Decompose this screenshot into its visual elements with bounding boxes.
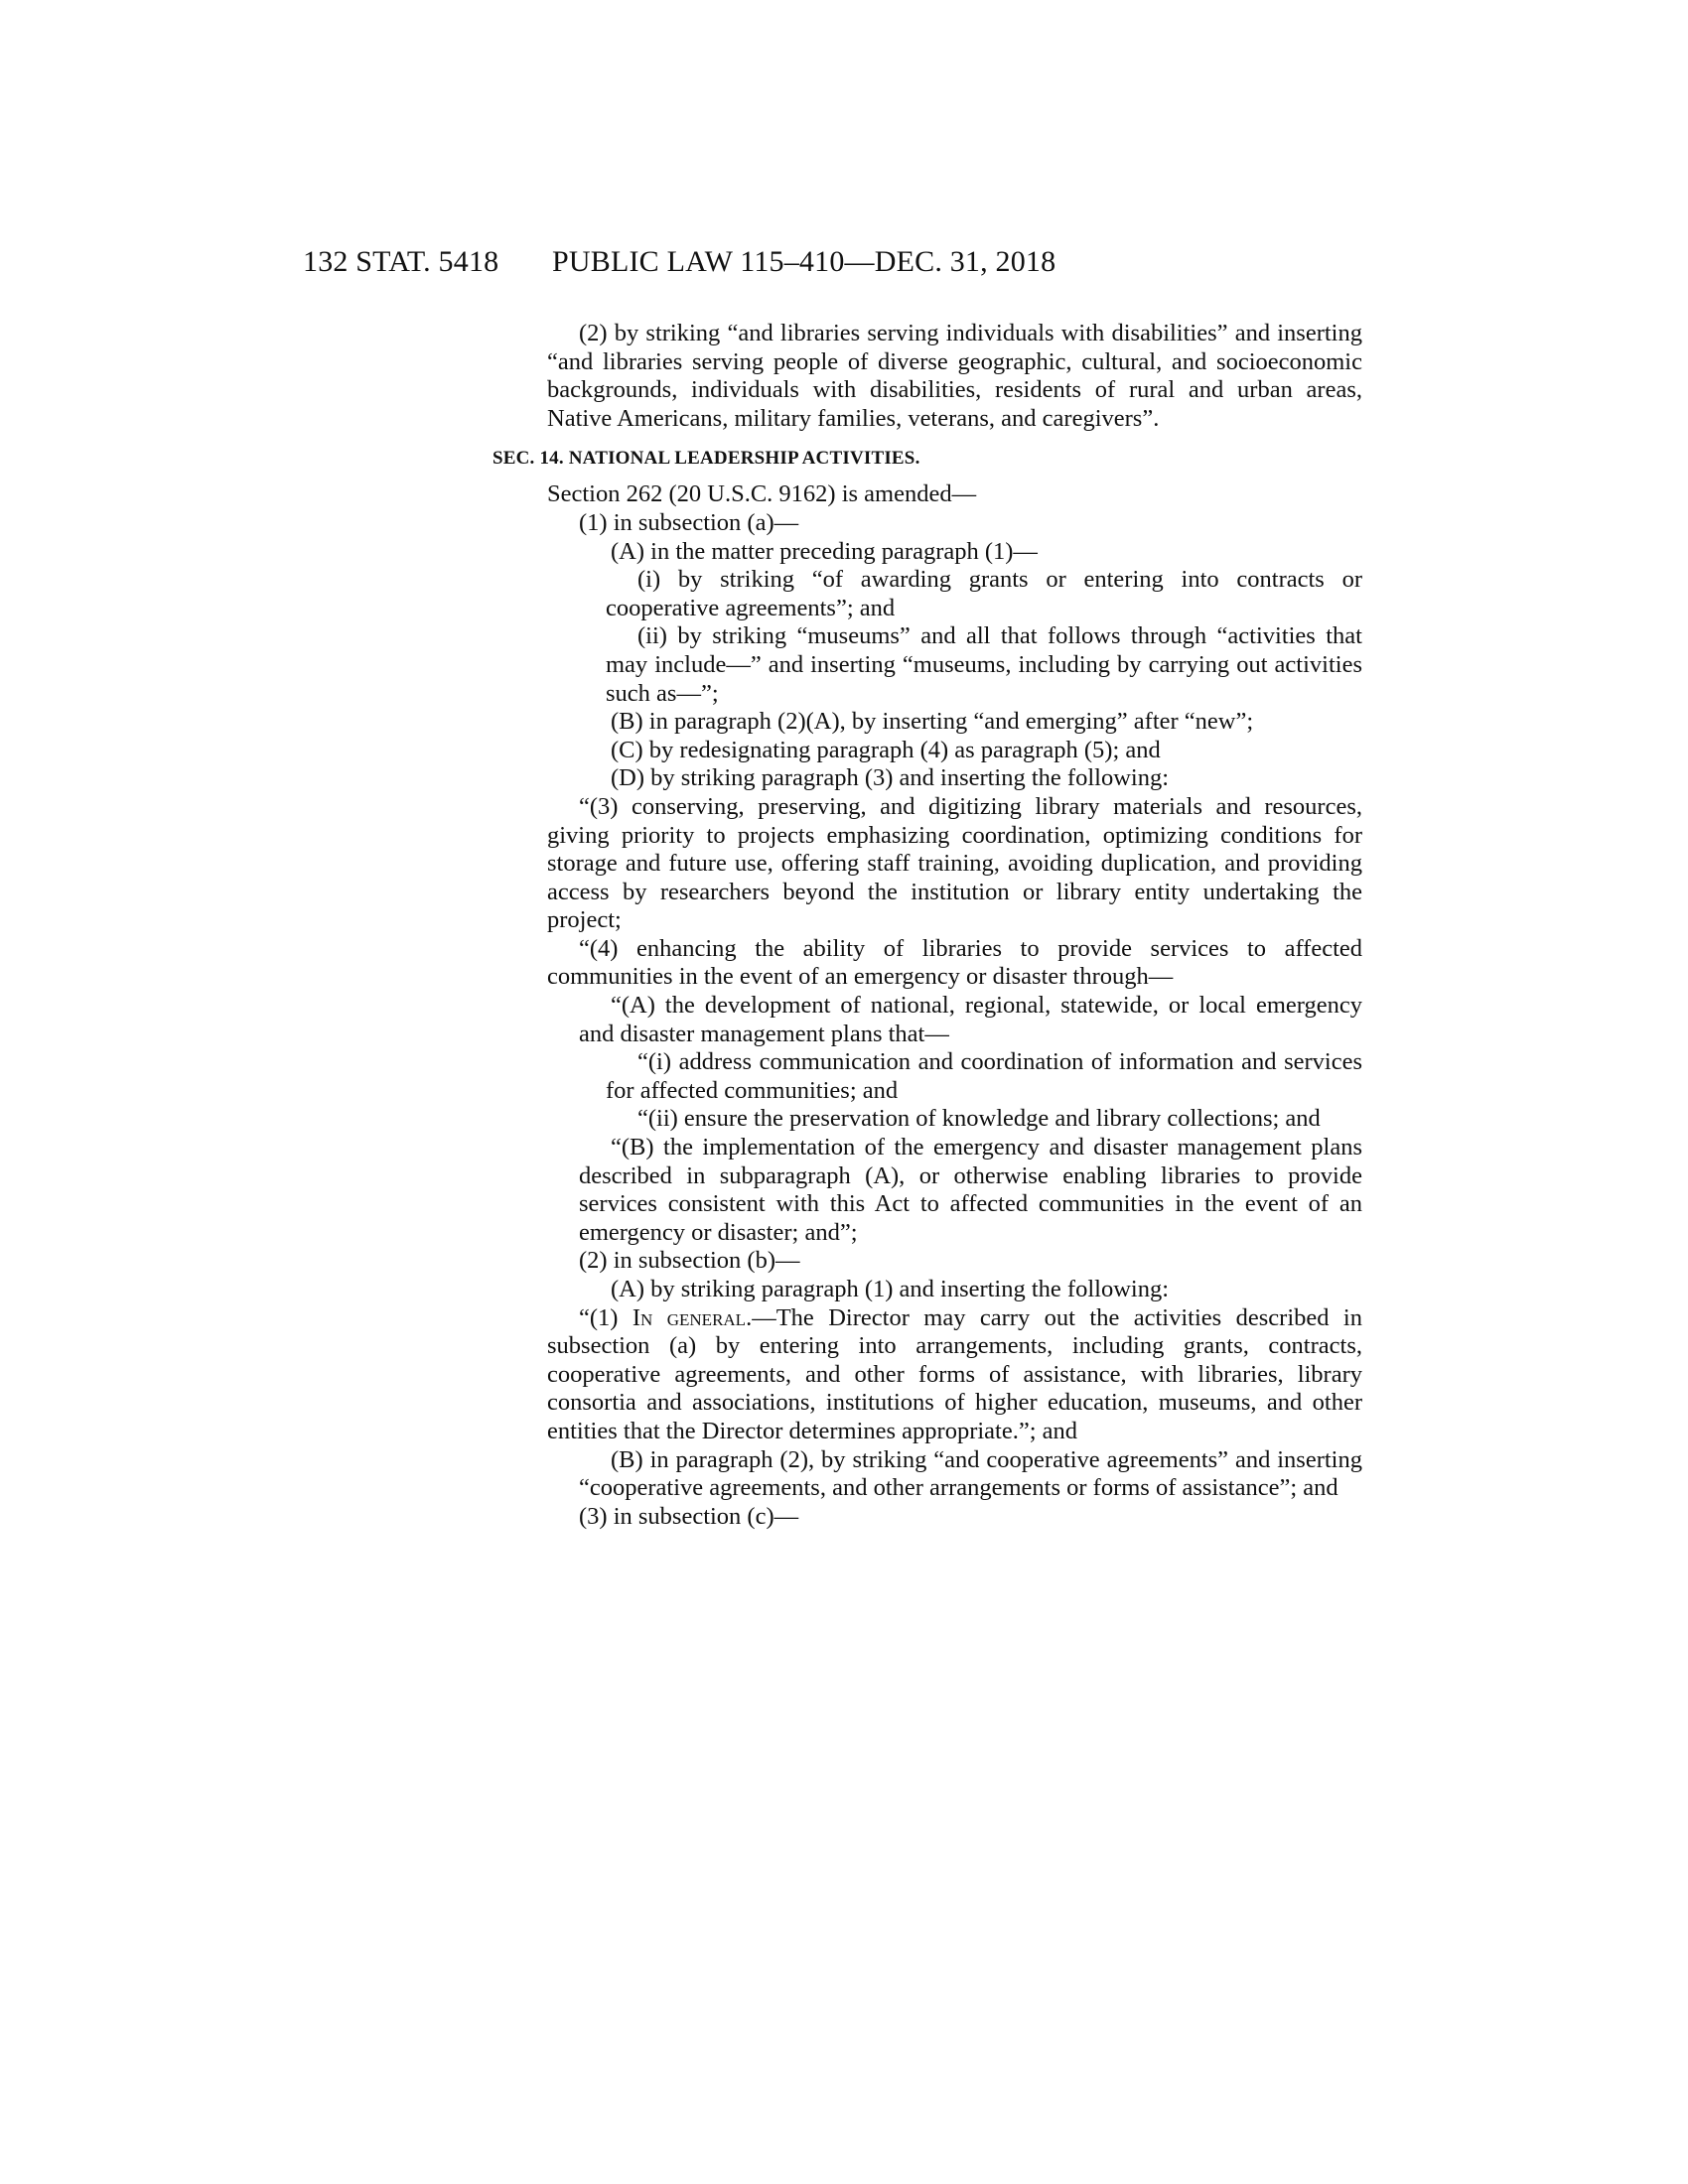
in-general-text: .—The Director may carry out the activities described in subsection (a) by entering into arrangements, including grants, contracts, cooperative agreements, and other forms of assistance, with libraries, library consortia and associations, institutions of higher education, museums, and other entities that the Director determines appropriate.”; and [547, 1303, 1362, 1444]
statute-page-number: 132 STAT. 5418 [303, 245, 499, 278]
item-2-A: (A) by striking paragraph (1) and inserting the following: [611, 1276, 1170, 1302]
item-2-B: (B) in paragraph (2), by striking “and cooperative agreements” and inserting “cooperative agreements, and other arrangements or forms of assistance”; and [579, 1445, 1362, 1502]
section-heading: SEC. 14. NATIONAL LEADERSHIP ACTIVITIES. [492, 448, 920, 470]
quoted-paragraph-4: “(4) enhancing the ability of libraries to provide services to affected communities in the event of an emergency or disaster through— [547, 934, 1362, 991]
paragraph-2-striking: (2) by striking “and libraries serving individuals with disabilities” and inserting “and libraries serving people of diverse geographic, cultural, and socioeconomic backgrounds, individuals with disabilities, residents of rural and urban areas, Native Americans, military families, veterans, and caregivers”. [547, 320, 1362, 432]
item-1-C: (C) by redesignating paragraph (4) as paragraph (5); and [611, 736, 1161, 763]
quoted-4-A-i: “(i) address communication and coordination of information and services for affected communities; and [606, 1048, 1362, 1104]
item-1-A-ii: (ii) by striking “museums” and all that follows through “activities that may include—” and inserting “museums, including by carrying out activities such as—”; [606, 622, 1362, 707]
quoted-paragraph-3: “(3) conserving, preserving, and digitizing library materials and resources, giving priority to projects emphasizing coordination, optimizing conditions for storage and future use, offering staff training, avoiding duplication, and providing access by researchers beyond the institution or library entity undertaking the project; [547, 792, 1362, 934]
item-1-B: (B) in paragraph (2)(A), by inserting “and emerging” after “new”; [611, 708, 1254, 736]
quoted-4-A: “(A) the development of national, regional, statewide, or local emergency and disaster management plans that— [579, 992, 1362, 1047]
quoted-4-B: “(B) the implementation of the emergency and disaster management plans described in subparagraph (A), or otherwise enabling libraries to provide services consistent with this Act to affected communities in the event of an emergency or disaster; and”; [579, 1134, 1362, 1246]
in-general-caption: In general [632, 1303, 747, 1331]
quoted-paragraph-1-in-general [547, 1304, 1362, 1446]
item-2-subsection-b: (2) in subsection (b)— [579, 1247, 800, 1275]
item-3-subsection-c: (3) in subsection (c)— [579, 1502, 799, 1530]
section-intro: Section 262 (20 U.S.C. 9162) is amended— [547, 480, 977, 508]
item-1-A: (A) in the matter preceding paragraph (1)— [611, 537, 1038, 565]
quote-lead: “(1) [579, 1303, 633, 1331]
document-body [492, 320, 1362, 1531]
item-1-D: (D) by striking paragraph (3) and inserting the following: [611, 764, 1170, 792]
item-1-subsection-a: (1) in subsection (a)— [579, 508, 799, 536]
running-header-law-date: PUBLIC LAW 115–410—DEC. 31, 2018 [552, 245, 1056, 278]
item-1-A-i: (i) by striking “of awarding grants or entering into contracts or cooperative agreements”; and [606, 566, 1362, 621]
quoted-4-A-ii: “(ii) ensure the preservation of knowledge and library collections; and [637, 1105, 1321, 1133]
